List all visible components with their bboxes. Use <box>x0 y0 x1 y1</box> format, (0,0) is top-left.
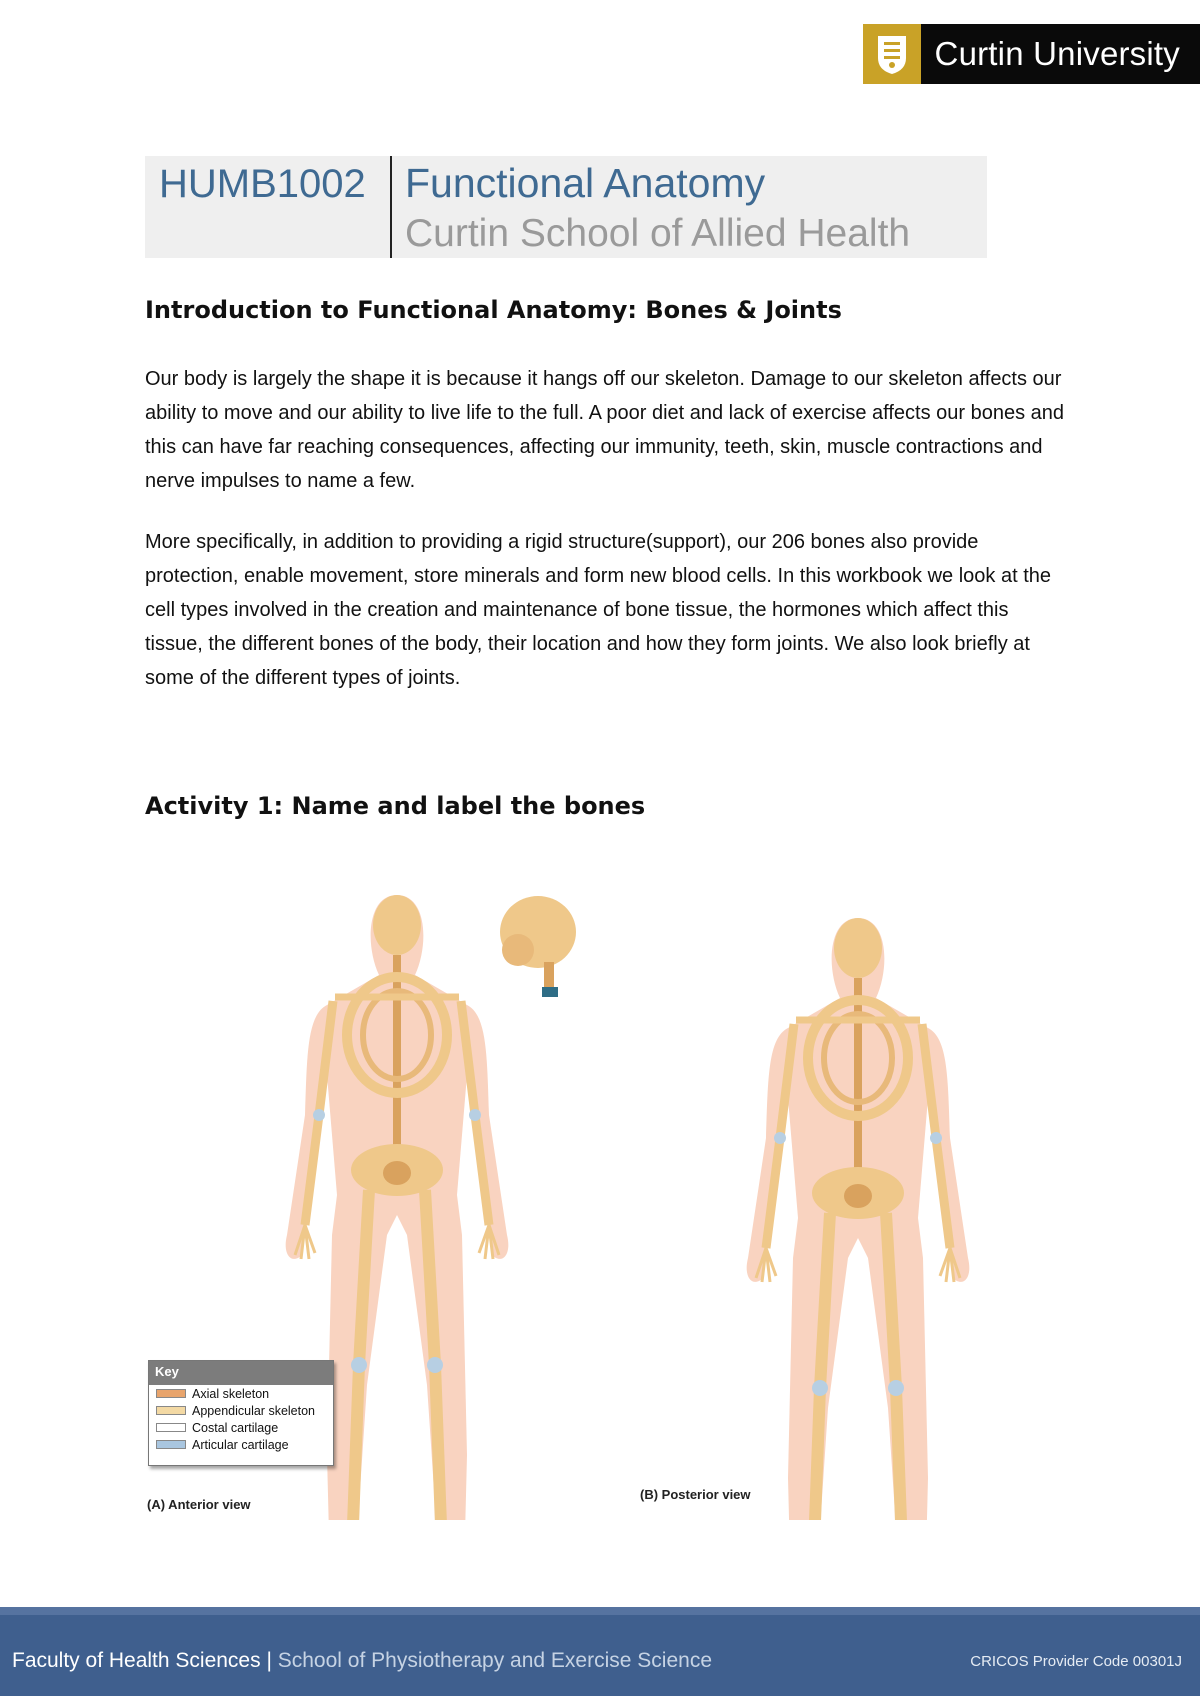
footer-faculty-line <box>12 1649 712 1673</box>
axial-swatch-icon <box>156 1389 186 1398</box>
caption-posterior: (B) Posterior view <box>640 1487 751 1502</box>
banner-divider <box>390 156 392 258</box>
page-footer <box>0 1607 1200 1696</box>
intro-heading: Introduction to Functional Anatomy: Bones & Joints <box>145 296 842 324</box>
articular-swatch-icon <box>156 1440 186 1449</box>
key-item-appendicular <box>149 1402 333 1419</box>
course-title: Functional Anatomy <box>405 160 766 206</box>
key-label: Costal cartilage <box>192 1420 279 1435</box>
key-title: Key <box>149 1361 333 1385</box>
cricos-code: CRICOS Provider Code 00301J <box>970 1653 1182 1670</box>
figure-key <box>148 1360 334 1466</box>
key-item-axial <box>149 1385 333 1402</box>
key-label: Axial skeleton <box>192 1386 270 1401</box>
course-banner <box>145 156 987 258</box>
school-name: Curtin School of Allied Health <box>405 212 911 255</box>
intro-paragraph-2: More specifically, in addition to providing a rigid structure(support), our 206 bones also provide protection, enable movement, store minerals and form new blood cells. In this workbook we look at the cell types involved in the creation and maintenance of bone tissue, the hormones which affect this tissue, the different bones of the body, their location and how they form joints. We also look briefly at some of the different types of joints. <box>145 531 1052 689</box>
intro-paragraph-1: Our body is largely the shape it is because it hangs off our skeleton. Damage to our skeleton affects our ability to move and our ability to live life to the full. A poor diet and lack of exercise affects our bones and this can have far reaching consequences, affecting our immunity, teeth, skin, muscle contractions and nerve impulses to name a few. <box>145 368 1065 492</box>
faculty-name: Faculty of Health Sciences | <box>12 1649 278 1672</box>
key-label: Articular cartilage <box>192 1437 289 1452</box>
costal-swatch-icon <box>156 1423 186 1432</box>
crest-icon <box>863 24 921 84</box>
key-item-costal <box>149 1419 333 1436</box>
school-name-footer: School of Physiotherapy and Exercise Science <box>277 1649 712 1672</box>
caption-anterior: (A) Anterior view <box>147 1497 251 1512</box>
activity-heading: Activity 1: Name and label the bones <box>145 792 646 820</box>
course-code: HUMB1002 <box>159 162 366 206</box>
key-label: Appendicular skeleton <box>192 1403 315 1418</box>
appendicular-swatch-icon <box>156 1406 186 1415</box>
key-item-articular <box>149 1436 333 1453</box>
curtin-logo <box>863 24 1200 84</box>
logo-wordmark: Curtin University <box>921 24 1200 84</box>
skeleton-figure <box>145 880 1005 1520</box>
